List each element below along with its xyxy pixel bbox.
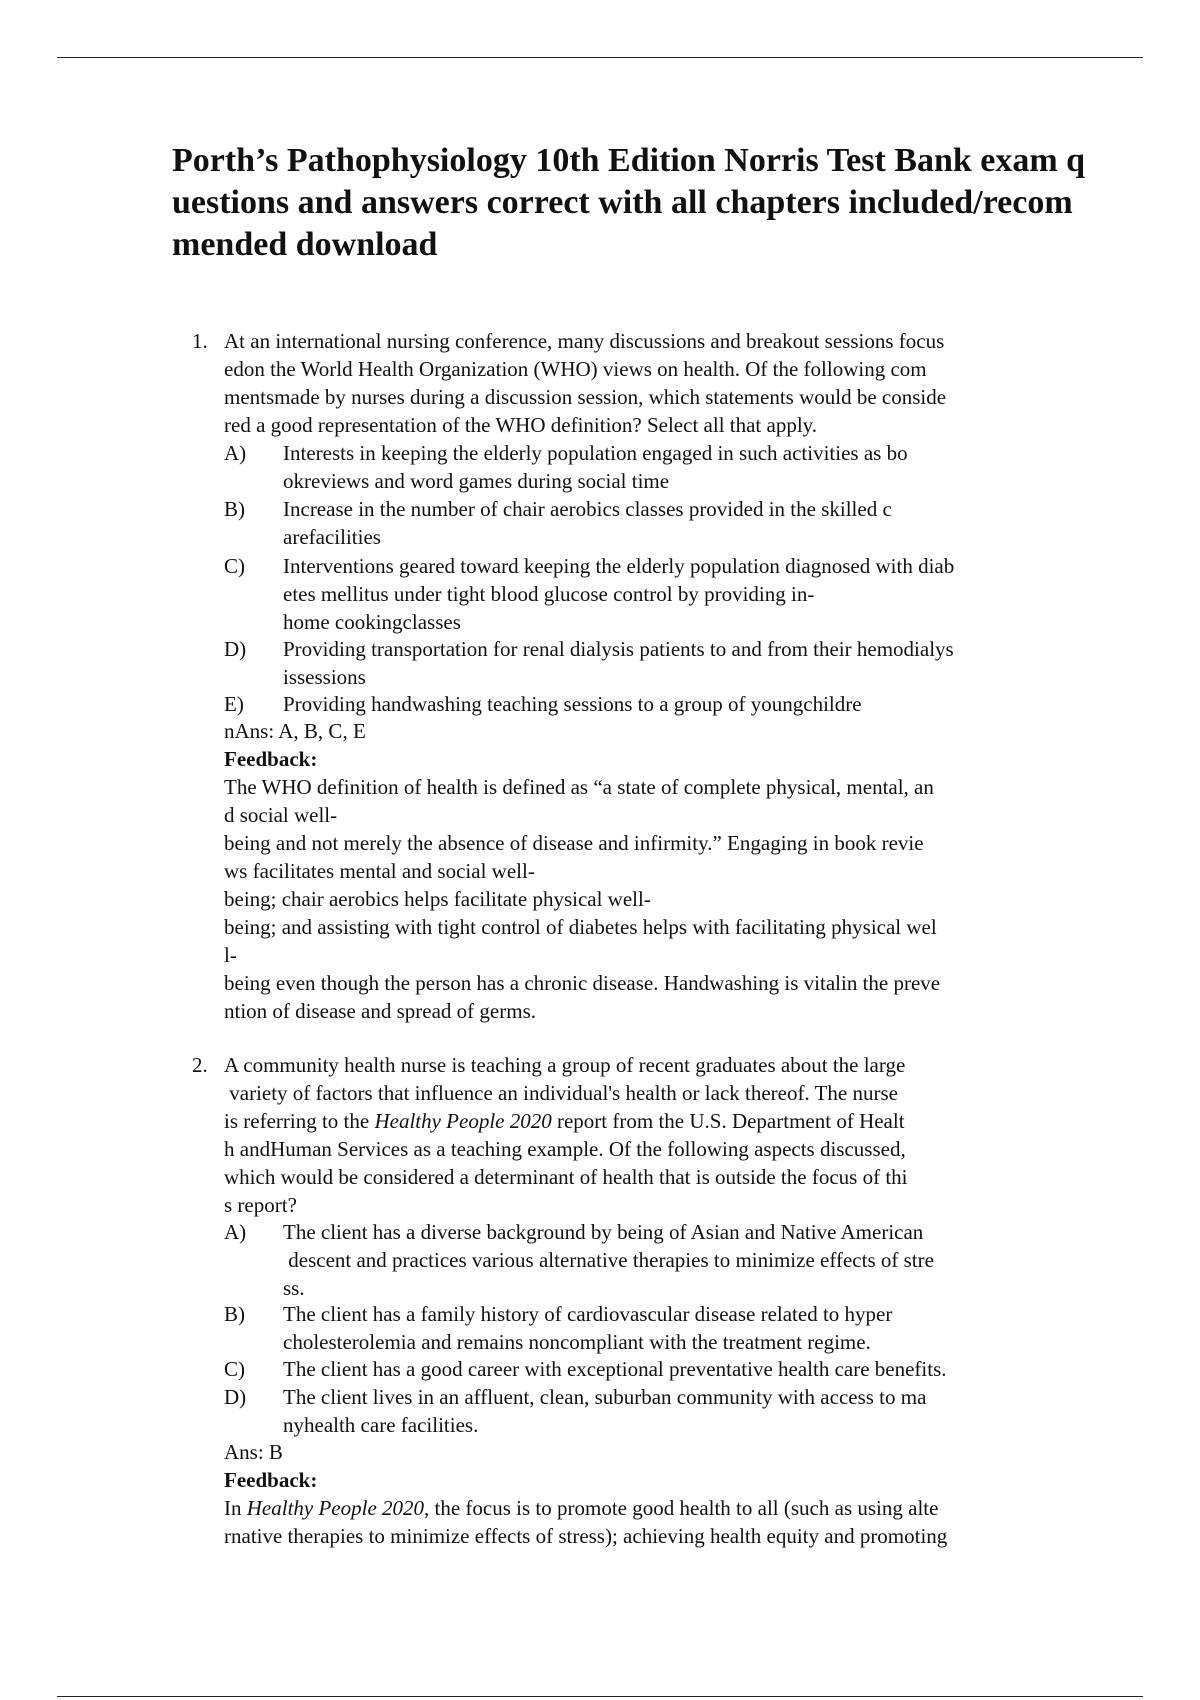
option-letter: C): [224, 1357, 245, 1381]
bottom-rule: [57, 1696, 1143, 1697]
report-title: Healthy People 2020: [374, 1109, 552, 1133]
feedback-line: being even though the person has a chronic disease. Handwashing is vitalin the preve: [224, 971, 941, 995]
stem-line: mentsmade by nurses during a discussion session, which statements would be conside: [224, 385, 947, 409]
stem-line: s report?: [224, 1193, 297, 1217]
answer: Ans: B: [224, 1440, 283, 1464]
option-letter: B): [224, 1302, 245, 1326]
stem-text: is referring to the: [224, 1109, 375, 1133]
option-line: Increase in the number of chair aerobics classes provided in the skilled c: [283, 497, 892, 521]
feedback-line: d social well-: [224, 803, 338, 827]
feedback-line: The WHO definition of health is defined as “a state of complete physical, mental, an: [224, 775, 934, 799]
feedback-line: ws facilitates mental and social well-: [224, 859, 535, 883]
feedback-line: being; chair aerobics helps facilitate physical well-: [224, 887, 651, 911]
stem-line: which would be considered a determinant of health that is outside the focus of thi: [224, 1165, 908, 1189]
option-line: okreviews and word games during social time: [283, 469, 670, 493]
option-line: Providing handwashing teaching sessions to a group of youngchildre: [283, 692, 862, 716]
option-line: home cookingclasses: [283, 610, 461, 634]
feedback-line: rnative therapies to minimize effects of stress); achieving health equity and promoting: [224, 1524, 948, 1548]
stem-line: h andHuman Services as a teaching example. Of the following aspects discussed,: [224, 1137, 906, 1161]
option-line: arefacilities: [283, 525, 381, 549]
stem-text: report from the U.S. Department of Healt: [551, 1109, 905, 1133]
option-line: Interests in keeping the elderly population engaged in such activities as bo: [283, 441, 908, 465]
feedback-text: In: [224, 1496, 247, 1520]
feedback-line: being; and assisting with tight control of diabetes helps with facilitating physical wel: [224, 915, 937, 939]
option-line: etes mellitus under tight blood glucose control by providing in-: [283, 582, 815, 606]
stem-line: variety of factors that influence an individual's health or lack thereof. The nurse: [224, 1081, 898, 1105]
option-letter: A): [224, 441, 247, 465]
stem-line: A community health nurse is teaching a group of recent graduates about the large: [224, 1053, 906, 1077]
feedback-line: l-: [224, 943, 237, 967]
option-line: The client has a good career with exceptional preventative health care benefits.: [283, 1357, 947, 1381]
answer: nAns: A, B, C, E: [224, 719, 366, 743]
title-line: uestions and answers correct with all chapters included/recom: [172, 184, 1073, 221]
stem-line: At an international nursing conference, many discussions and breakout sessions focus: [224, 329, 945, 353]
option-line: descent and practices various alternative therapies to minimize effects of stre: [283, 1248, 934, 1272]
option-line: cholesterolemia and remains noncompliant with the treatment regime.: [283, 1330, 871, 1354]
stem-line: edon the World Health Organization (WHO) views on health. Of the following com: [224, 357, 927, 381]
question-number: 2.: [192, 1053, 208, 1077]
feedback-label: Feedback:: [224, 1468, 318, 1492]
top-rule: [57, 57, 1143, 58]
question-number: 1.: [192, 329, 208, 353]
option-line: Providing transportation for renal dialysis patients to and from their hemodialys: [283, 637, 954, 661]
option-line: nyhealth care facilities.: [283, 1413, 479, 1437]
option-letter: D): [224, 637, 247, 661]
feedback-line: ntion of disease and spread of germs.: [224, 999, 536, 1023]
option-line: ss.: [283, 1276, 305, 1300]
option-letter: E): [224, 692, 244, 716]
option-line: The client has a diverse background by being of Asian and Native American: [283, 1220, 924, 1244]
option-line: Interventions geared toward keeping the elderly population diagnosed with diab: [283, 554, 955, 578]
question-stem: [224, 327, 946, 439]
title-line: mended download: [172, 226, 438, 263]
question-stem: [224, 1051, 907, 1219]
option-line: The client lives in an affluent, clean, suburban community with access to ma: [283, 1385, 927, 1409]
option-letter: A): [224, 1220, 247, 1244]
feedback-label: Feedback:: [224, 747, 318, 771]
title-line: Porth’s Pathophysiology 10th Edition Norris Test Bank exam q: [172, 142, 1086, 179]
report-title: Healthy People 2020: [246, 1496, 425, 1520]
option-letter: C): [224, 554, 245, 578]
feedback-line: [224, 1494, 947, 1522]
feedback-text: , the focus is to promote good health to all (such as using alte: [424, 1496, 939, 1520]
option-letter: D): [224, 1385, 247, 1409]
feedback-line: being and not merely the absence of disease and infirmity.” Engaging in book revie: [224, 831, 924, 855]
stem-line: red a good representation of the WHO definition? Select all that apply.: [224, 413, 818, 437]
option-line: issessions: [283, 665, 366, 689]
option-letter: B): [224, 497, 245, 521]
stem-line: [224, 1107, 907, 1135]
document-title: [172, 140, 1157, 266]
option-line: The client has a family history of cardiovascular disease related to hyper: [283, 1302, 893, 1326]
